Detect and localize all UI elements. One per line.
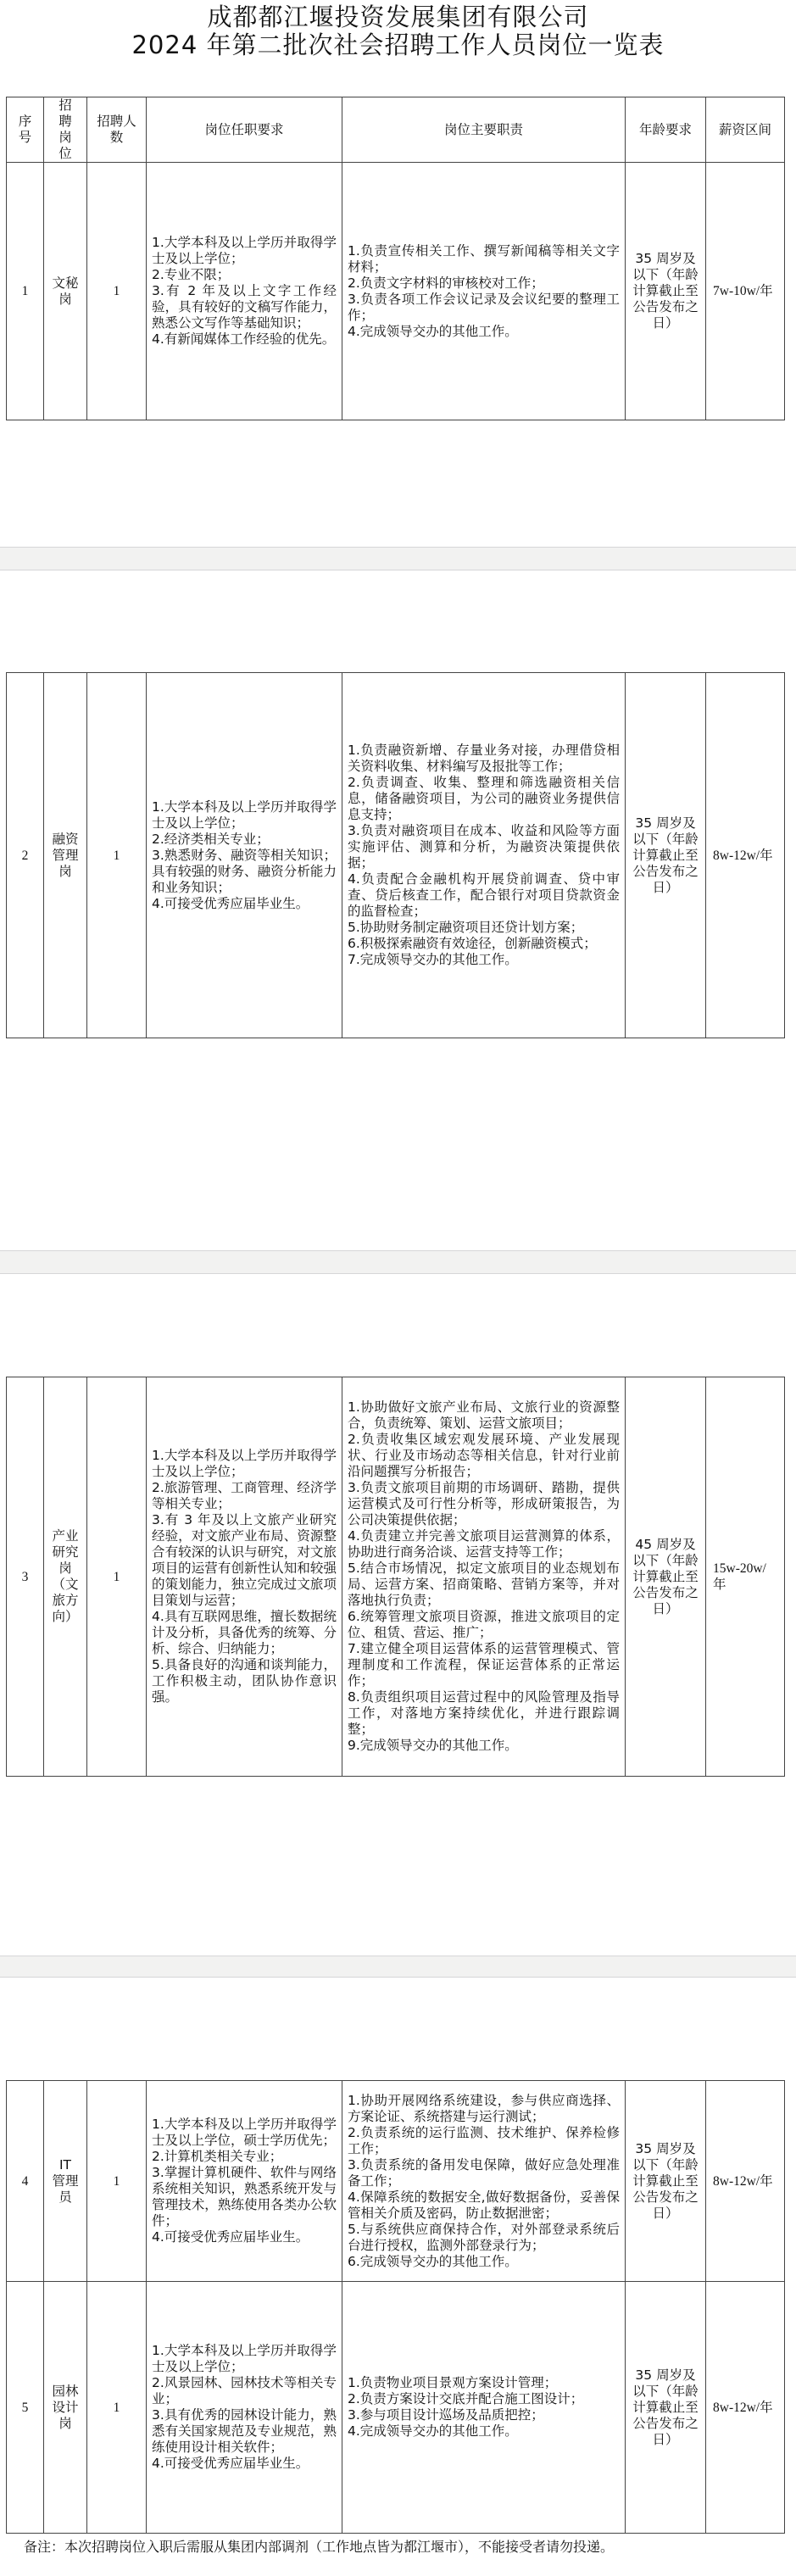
- requirements-cell: [147, 1377, 342, 1777]
- column-header: 年龄要求: [626, 97, 706, 163]
- headcount: 1: [87, 2081, 147, 2282]
- duty-item: 3.负责各项工作会议记录及会议纪要的整理工作；: [348, 291, 620, 323]
- requirements-cell: [147, 2081, 342, 2282]
- requirement-item: 1.大学本科及以上学历并取得学士及以上学位；: [152, 2343, 337, 2374]
- position-name: IT 管理员: [44, 2081, 87, 2282]
- table-row: [7, 2282, 785, 2534]
- salary-range: 7w-10w/年: [706, 163, 785, 420]
- duty-item: 3.负责对融资项目在成本、收益和风险等方面实施评估、测算和分析，为融资决策提供依据；: [348, 823, 620, 871]
- row-number: 3: [7, 1377, 44, 1777]
- requirement-item: 2.旅游管理、工商管理、经济学等相关专业；: [152, 1480, 337, 1511]
- requirement-item: 2.经济类相关专业；: [152, 831, 270, 847]
- column-header: 招聘人数: [87, 97, 147, 163]
- requirement-item: 4.有新闻媒体工作经验的优先。: [152, 331, 336, 347]
- salary-range: 8w-12w/年: [706, 2081, 785, 2282]
- table-row: [7, 163, 785, 420]
- document-title-line2: 2024 年第二批次社会招聘工作人员岗位一览表: [131, 31, 665, 59]
- requirements-cell: [147, 2282, 342, 2534]
- age-requirement: 35 周岁及以下（年龄计算截止至公告发布之日）: [626, 2282, 706, 2534]
- duty-item: 4.负责配合金融机构开展贷前调查、贷中审查、贷后核查工作，配合银行对项目贷款资金的监督检查；: [348, 871, 620, 919]
- headcount: 1: [87, 163, 147, 420]
- duty-item: 1.负责融资新增、存量业务对接，办理借贷相关资料收集、材料编写及报批等工作；: [348, 743, 620, 774]
- duty-item: 8.负责组织项目运营过程中的风险管理及指导工作，对落地方案持续优化，并进行跟踪调整；: [348, 1689, 620, 1737]
- table-row: [7, 1377, 785, 1777]
- requirement-item: 4.可接受优秀应届毕业生。: [152, 895, 309, 911]
- duty-item: 2.负责方案设计交底并配合施工图设计；: [348, 2391, 584, 2406]
- column-header: 薪资区间: [706, 97, 785, 163]
- duty-item: 4.完成领导交办的其他工作。: [348, 323, 518, 339]
- row-number: 1: [7, 163, 44, 420]
- duties-cell: [342, 673, 626, 1038]
- duties-cell: [342, 2081, 626, 2282]
- headcount: 1: [87, 673, 147, 1038]
- requirement-item: 1.大学本科及以上学历并取得学士及以上学位；: [152, 1448, 337, 1479]
- requirement-item: 4.可接受优秀应届毕业生。: [152, 2456, 309, 2471]
- duty-item: 4.负责建立并完善文旅项目运营测算的体系，协助进行商务洽谈、运营支持等工作；: [348, 1528, 620, 1560]
- age-requirement: 45 周岁及以下（年龄计算截止至公告发布之日）: [626, 1377, 706, 1777]
- position-name: 融资管理岗: [44, 673, 87, 1038]
- requirement-item: 3.有 2 年及以上文字工作经验，具有较好的文稿写作能力，熟悉公文写作等基础知识；: [152, 283, 337, 331]
- row-number: 5: [7, 2282, 44, 2534]
- row-number: 4: [7, 2081, 44, 2282]
- duty-item: 3.参与项目设计巡场及品质把控；: [348, 2407, 544, 2423]
- duty-item: 7.建立健全项目运营体系的运营管理模式、管理制度和工作流程，保证运营体系的正常运作；: [348, 1641, 620, 1689]
- footnote: 备注：本次招聘岗位入职后需服从集团内部调剂（工作地点皆为都江堰市），不能接受者请勿投递。: [24, 2539, 615, 2555]
- table-row: [7, 2081, 785, 2282]
- requirements-cell: [147, 673, 342, 1038]
- requirement-item: 4.可接受优秀应届毕业生。: [152, 2229, 309, 2245]
- age-requirement: 35 周岁及以下（年龄计算截止至公告发布之日）: [626, 2081, 706, 2282]
- table-row: [7, 673, 785, 1038]
- position-name: 产业研究岗（文旅方向）: [44, 1377, 87, 1777]
- page-break: [0, 1956, 796, 1978]
- duty-item: 2.负责文字材料的审核校对工作；: [348, 275, 544, 291]
- headcount: 1: [87, 1377, 147, 1777]
- duty-item: 1.负责宣传相关工作、撰写新闻稿等相关文字材料；: [348, 242, 620, 275]
- requirements-cell: [147, 163, 342, 420]
- requirement-item: 1.大学本科及以上学历并取得学士及以上学位；: [152, 798, 337, 831]
- duty-item: 1.协助做好文旅产业布局、文旅行业的资源整合，负责统筹、策划、运营文旅项目；: [348, 1399, 620, 1431]
- requirement-item: 3.有 3 年及以上文旅产业研究经验，对文旅产业布局、资源整合有较深的认识与研究，对文旅项目的运营有创新性认知和较强的策划能力，独立完成过文旅项目策划与运营；: [152, 1512, 337, 1608]
- requirement-item: 1.大学本科及以上学历并取得学士及以上学位；: [152, 235, 337, 266]
- duty-item: 3.负责系统的备用发电保障，做好应急处理准备工作；: [348, 2156, 620, 2189]
- duty-item: 2.负责调查、收集、整理和筛选融资相关信息，储备融资项目，为公司的融资业务提供信息支持；: [348, 775, 620, 822]
- requirement-item: 1.大学本科及以上学历并取得学士及以上学位，硕士学历优先；: [152, 2117, 337, 2148]
- requirement-item: 2.风景园林、园林技术等相关专业；: [152, 2375, 337, 2406]
- column-header: 岗位任职要求: [147, 97, 342, 163]
- duties-cell: [342, 1377, 626, 1777]
- requirement-item: 2.计算机类相关专业；: [152, 2149, 283, 2164]
- duty-item: 6.统筹管理文旅项目资源，推进文旅项目的定位、租赁、营运、推广；: [348, 1609, 620, 1640]
- duty-item: 4.保障系统的数据安全,做好数据备份，妥善保管相关介质及密码，防止数据泄密；: [348, 2189, 620, 2221]
- requirement-item: 3.掌握计算机硬件、软件与网络系统相关知识，熟悉系统开发与管理技术，熟练使用各类办公软件；: [152, 2165, 337, 2228]
- duty-item: 4.完成领导交办的其他工作。: [348, 2423, 518, 2439]
- job-table: [6, 672, 785, 1038]
- duty-item: 5.协助财务制定融资项目还贷计划方案；: [348, 920, 584, 935]
- requirement-item: 4.具有互联网思维，擅长数据统计及分析，具备优秀的统筹、分析、综合、归纳能力；: [152, 1609, 337, 1656]
- document-title-line1: 成都都江堰投资发展集团有限公司: [207, 3, 589, 31]
- duty-item: 3.负责文旅项目前期的市场调研、踏勘，提供运营模式及可行性分析等，形成研策报告，为公司决策提供依据；: [348, 1480, 620, 1527]
- position-name: 文秘岗: [44, 163, 87, 420]
- page-break: [0, 547, 796, 570]
- salary-range: 15w-20w/年: [706, 1377, 785, 1777]
- column-header: 序号: [7, 97, 44, 163]
- requirement-item: 3.熟悉财务、融资等相关知识；具有较强的财务、融资分析能力和业务知识；: [152, 847, 337, 895]
- age-requirement: 35 周岁及以下（年龄计算截止至公告发布之日）: [626, 163, 706, 420]
- column-header: 招聘岗位: [44, 97, 87, 163]
- duty-item: 7.完成领导交办的其他工作。: [348, 952, 518, 967]
- requirement-item: 5.具备良好的沟通和谈判能力，工作积极主动，团队协作意识强。: [152, 1657, 337, 1705]
- duty-item: 5.结合市场情况，拟定文旅项目的业态规划布局、运营方案、招商策略、营销方案等，并对落地执行负责；: [348, 1561, 620, 1608]
- job-table: [6, 1377, 785, 1777]
- page-break: [0, 1250, 796, 1274]
- age-requirement: 35 周岁及以下（年龄计算截止至公告发布之日）: [626, 673, 706, 1038]
- duty-item: 6.完成领导交办的其他工作。: [348, 2253, 518, 2269]
- salary-range: 8w-12w/年: [706, 673, 785, 1038]
- duty-item: 9.完成领导交办的其他工作。: [348, 1738, 518, 1753]
- duty-item: 2.负责系统的运行监测、技术维护、保养检修工作；: [348, 2124, 620, 2156]
- job-table: [6, 2080, 785, 2534]
- job-table: [6, 97, 785, 420]
- salary-range: 8w-12w/年: [706, 2282, 785, 2534]
- position-name: 园林设计岗: [44, 2282, 87, 2534]
- duty-item: 2.负责收集区域宏观发展环境、产业发展现状、行业及市场动态等相关信息，针对行业前沿问题撰写分析报告；: [348, 1432, 620, 1479]
- column-header: 岗位主要职责: [342, 97, 626, 163]
- duty-item: 5.与系统供应商保持合作，对外部登录系统后台进行授权，监测外部登录行为；: [348, 2221, 620, 2253]
- duty-item: 1.负责物业项目景观方案设计管理；: [348, 2375, 558, 2390]
- duties-cell: [342, 163, 626, 420]
- requirement-item: 3.具有优秀的园林设计能力，熟悉有关国家规范及专业规范，熟练使用设计相关软件；: [152, 2407, 337, 2455]
- headcount: 1: [87, 2282, 147, 2534]
- table-header-row: [7, 97, 785, 163]
- duties-cell: [342, 2282, 626, 2534]
- row-number: 2: [7, 673, 44, 1038]
- duty-item: 1.协助开展网络系统建设，参与供应商选择、方案论证、系统搭建与运行测试；: [348, 2092, 620, 2124]
- requirement-item: 2.专业不限；: [152, 267, 231, 282]
- duty-item: 6.积极探索融资有效途径，创新融资模式；: [348, 936, 597, 951]
